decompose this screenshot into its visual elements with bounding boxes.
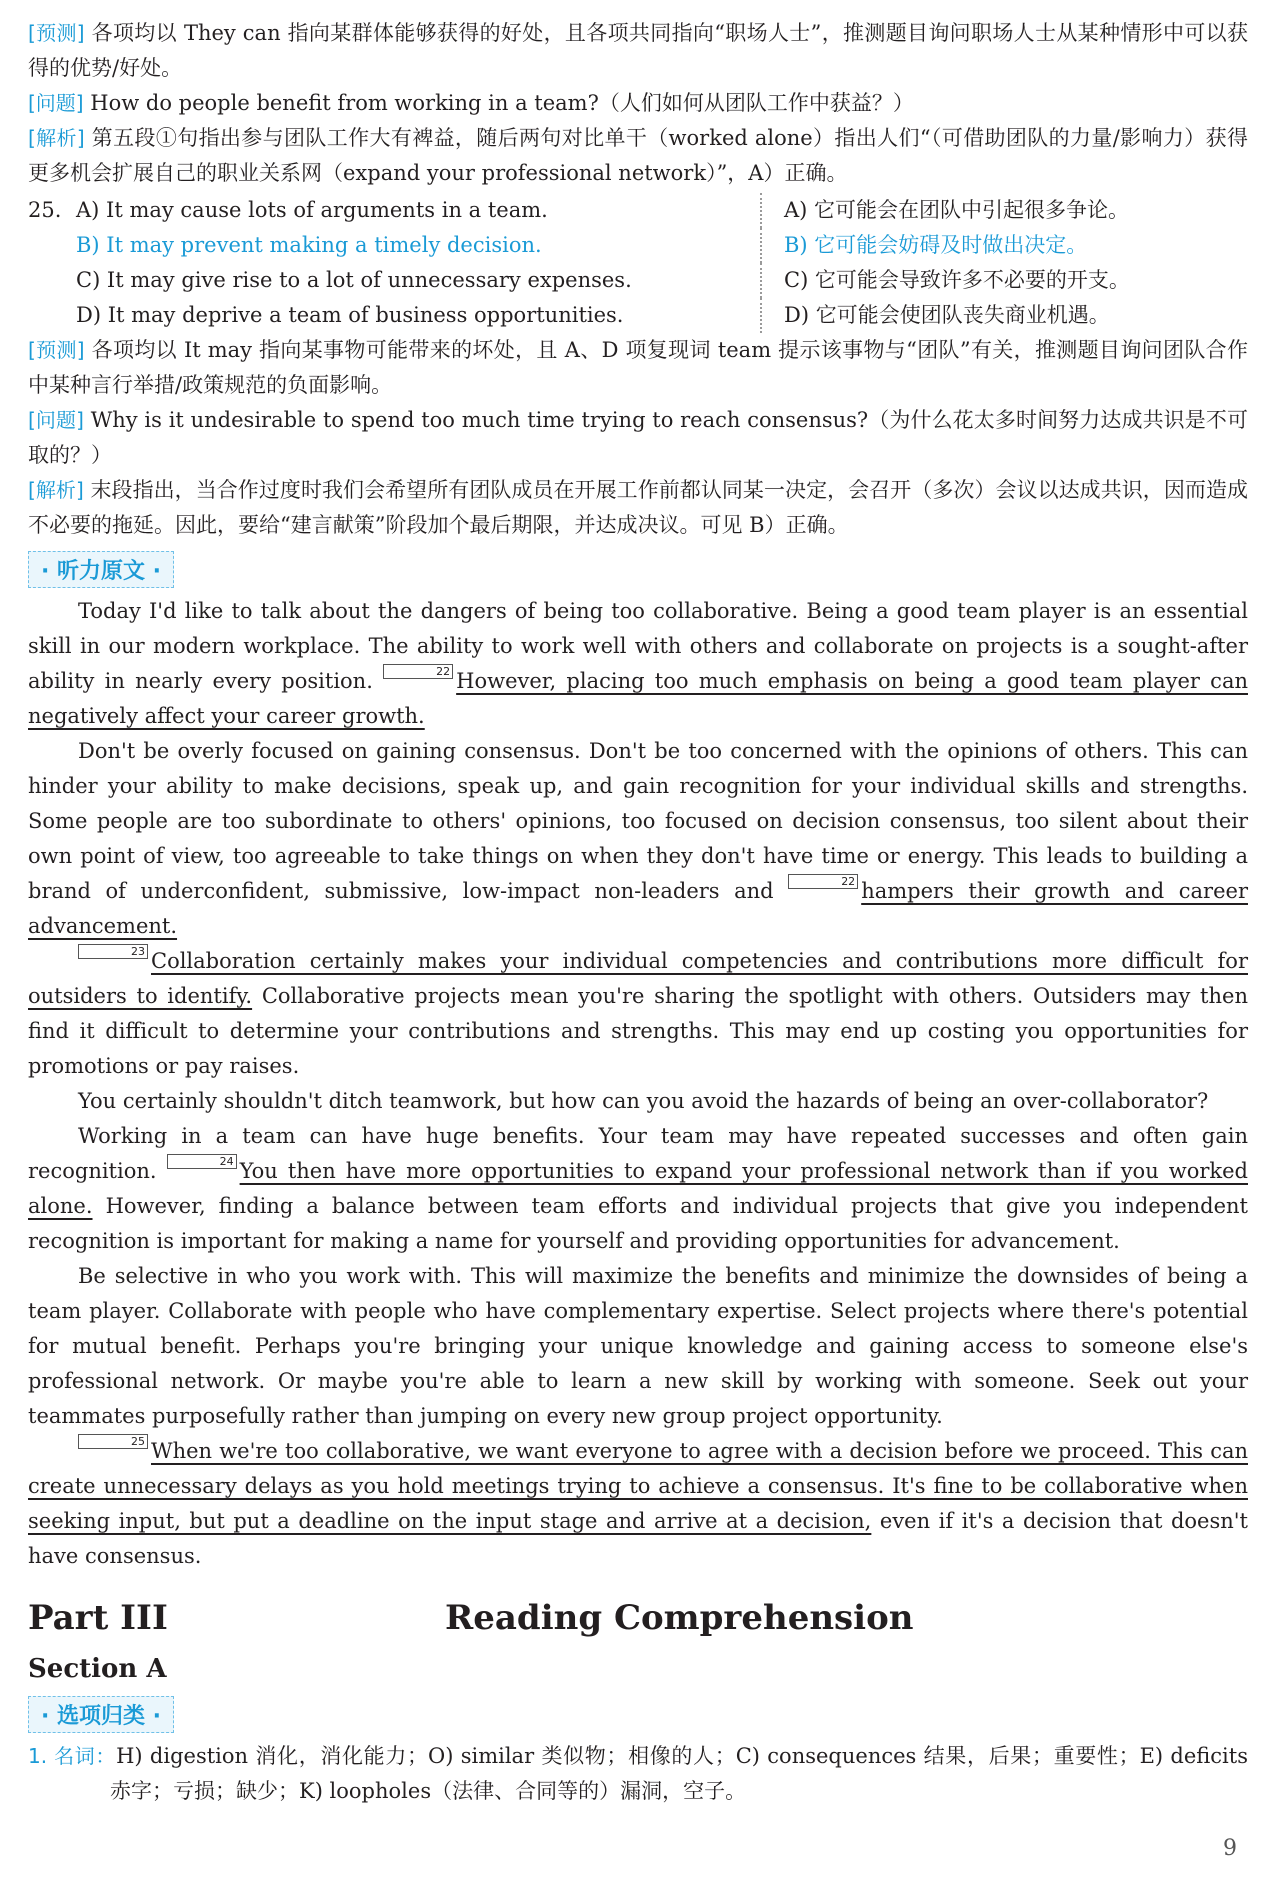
q25-prediction bbox=[28, 333, 1248, 403]
analysis-text: 第五段①句指出参与团队工作大有裨益，随后两句对比单干（worked alone）指出人们“（可借助团队的力量/影响力）获得更多机会扩展自己的职业关系网（expand your professional network）”，A）正确。 bbox=[28, 126, 1248, 185]
q25-options bbox=[28, 193, 1248, 333]
question-number: 25. bbox=[28, 198, 62, 222]
underlined-text: hampers their growth and career advancement. bbox=[28, 879, 1248, 938]
q24-prediction bbox=[28, 16, 1248, 86]
prediction-tag: [预测] bbox=[28, 21, 85, 45]
question-ref: 23 bbox=[78, 944, 148, 959]
option-row-b bbox=[28, 228, 1248, 263]
item-text: H) digestion 消化，消化能力；O) similar 类似物；相像的人；C) consequences 结果，后果；重要性；E) deficits 赤字；亏损；缺少；K) loopholes（法律、合同等的）漏洞，空子。 bbox=[110, 1744, 1248, 1803]
script-paragraph-3 bbox=[28, 944, 1248, 1084]
page-content bbox=[28, 16, 1248, 1809]
prediction-text: 各项均以 It may 指向某事物可能带来的坏处，且 A、D 项复现词 team 提示该事物与“团队”有关，推测题目询问团队合作中某种言行举措/政策规范的负面影响。 bbox=[28, 338, 1248, 397]
underlined-text: When we're too collaborative, we want everyone to agree with a decision before we proceed. This can create unnecessary delays as you hold meetings trying to achieve a consensus. It's fine to be collaborative when seeking input, but put a deadline on the input stage and arrive at a decision, bbox=[28, 1439, 1248, 1533]
option-zh: C) 它可能会导致许多不必要的开支。 bbox=[760, 263, 1248, 298]
question-ref: 25 bbox=[78, 1434, 148, 1449]
underlined-text: However, placing too much emphasis on being a good team player can negatively affect your career growth. bbox=[28, 669, 1248, 728]
option-row-a bbox=[28, 193, 1248, 228]
option-en: D) It may deprive a team of business opportunities. bbox=[76, 303, 624, 327]
option-classification-badge: · 选项归类 · bbox=[28, 1696, 174, 1733]
prediction-tag: [预测] bbox=[28, 338, 85, 362]
text: Collaborative projects mean you're sharing the spotlight with others. Outsiders may then find it difficult to determine your contributions and strengths. This may end up costing you opportunities for promotions or pay raises. bbox=[28, 984, 1248, 1078]
text: Don't be overly focused on gaining consensus. Don't be too concerned with the opinions of others. This can hinder your ability to make decisions, speak up, and gain recognition for your individual skills and strengths. Some people are too subordinate to others' opinions, too focused on decision consensus, too silent about their own point of view, too agreeable to take things on when they don't have time or energy. This leads to building a brand of underconfident, submissive, low-impact non-leaders and bbox=[28, 739, 1248, 903]
option-zh: A) 它可能会在团队中引起很多争论。 bbox=[760, 193, 1248, 228]
option-en: A) It may cause lots of arguments in a team. bbox=[76, 198, 548, 222]
text: However, finding a balance between team efforts and individual projects that give you independent recognition is important for making a name for yourself and providing opportunities for advancement. bbox=[28, 1194, 1248, 1253]
question-ref: 24 bbox=[167, 1154, 237, 1169]
question-ref: 22 bbox=[788, 874, 858, 889]
q24-question bbox=[28, 86, 1248, 121]
section-heading: Section A bbox=[28, 1654, 167, 1684]
text: even if it's a decision that doesn't have consensus. bbox=[28, 1509, 1248, 1568]
underlined-text: You then have more opportunities to expand your professional network than if you worked alone. bbox=[28, 1159, 1248, 1218]
option-row-d bbox=[28, 298, 1248, 333]
q24-analysis bbox=[28, 121, 1248, 191]
option-zh-correct: B) 它可能会妨碍及时做出决定。 bbox=[760, 228, 1248, 263]
prediction-text: 各项均以 They can 指向某群体能够获得的好处，且各项共同指向“职场人士”，推测题目询问职场人士从某种情形中可以获得的优势/好处。 bbox=[28, 21, 1248, 80]
option-en-correct: B) It may prevent making a timely decision. bbox=[76, 233, 542, 257]
script-paragraph-4: You certainly shouldn't ditch teamwork, but how can you avoid the hazards of being an over-collaborator? bbox=[78, 1089, 1209, 1113]
part-label: Part III bbox=[28, 1598, 168, 1638]
page-number: 9 bbox=[1223, 1836, 1237, 1861]
script-paragraph-6: Be selective in who you work with. This will maximize the benefits and minimize the downsides of being a team player. Collaborate with people who have complementary expertise. Select projects where there's potential for mutual benefit. Perhaps you're bringing your unique knowledge and gaining access to someone else's professional network. Or maybe you're able to learn a new skill by working with someone. Seek out your teammates purposefully rather than jumping on every new group project opportunity. bbox=[28, 1264, 1248, 1428]
option-en: C) It may give rise to a lot of unnecessary expenses. bbox=[76, 268, 632, 292]
listening-script-badge: · 听力原文 · bbox=[28, 551, 174, 588]
part-title: Reading Comprehension bbox=[445, 1598, 914, 1638]
underlined-text: Collaboration certainly makes your individual competencies and contributions more difficult for outsiders to identify. bbox=[28, 949, 1248, 1008]
script-paragraph-5 bbox=[28, 1119, 1248, 1259]
script-paragraph-1 bbox=[28, 594, 1248, 734]
question-text: How do people benefit from working in a team?（人们如何从团队工作中获益？） bbox=[90, 91, 914, 115]
text: Today I'd like to talk about the dangers of being too collaborative. Being a good team player is an essential skill in our modern workplace. The ability to work well with others and collaborate on projects is a sought-after ability in nearly every position. bbox=[28, 599, 1248, 693]
question-tag: [问题] bbox=[28, 91, 84, 115]
analysis-tag: [解析] bbox=[28, 478, 84, 502]
analysis-tag: [解析] bbox=[28, 126, 85, 150]
q25-question bbox=[28, 403, 1248, 473]
script-paragraph-7 bbox=[28, 1434, 1248, 1574]
script-paragraph-2 bbox=[28, 734, 1248, 944]
analysis-text: 末段指出，当合作过度时我们会希望所有团队成员在开展工作前都认同某一决定，会召开（多次）会议以达成共识，因而造成不必要的拖延。因此，要给“建言献策”阶段加个最后期限，并达成决议。可见 B）正确。 bbox=[28, 478, 1248, 537]
option-row-c bbox=[28, 263, 1248, 298]
question-tag: [问题] bbox=[28, 408, 84, 432]
question-ref: 22 bbox=[383, 664, 453, 679]
q25-analysis bbox=[28, 473, 1248, 543]
option-zh: D) 它可能会使团队丧失商业机遇。 bbox=[760, 298, 1248, 333]
question-text: Why is it undesirable to spend too much time trying to reach consensus?（为什么花太多时间努力达成共识是不可取的？） bbox=[28, 408, 1248, 467]
classification-item-1 bbox=[28, 1739, 1248, 1809]
text: Working in a team can have huge benefits. Your team may have repeated successes and often gain recognition. bbox=[28, 1124, 1248, 1183]
part-heading bbox=[28, 1596, 1248, 1640]
item-number: 1. 名词： bbox=[28, 1744, 117, 1768]
